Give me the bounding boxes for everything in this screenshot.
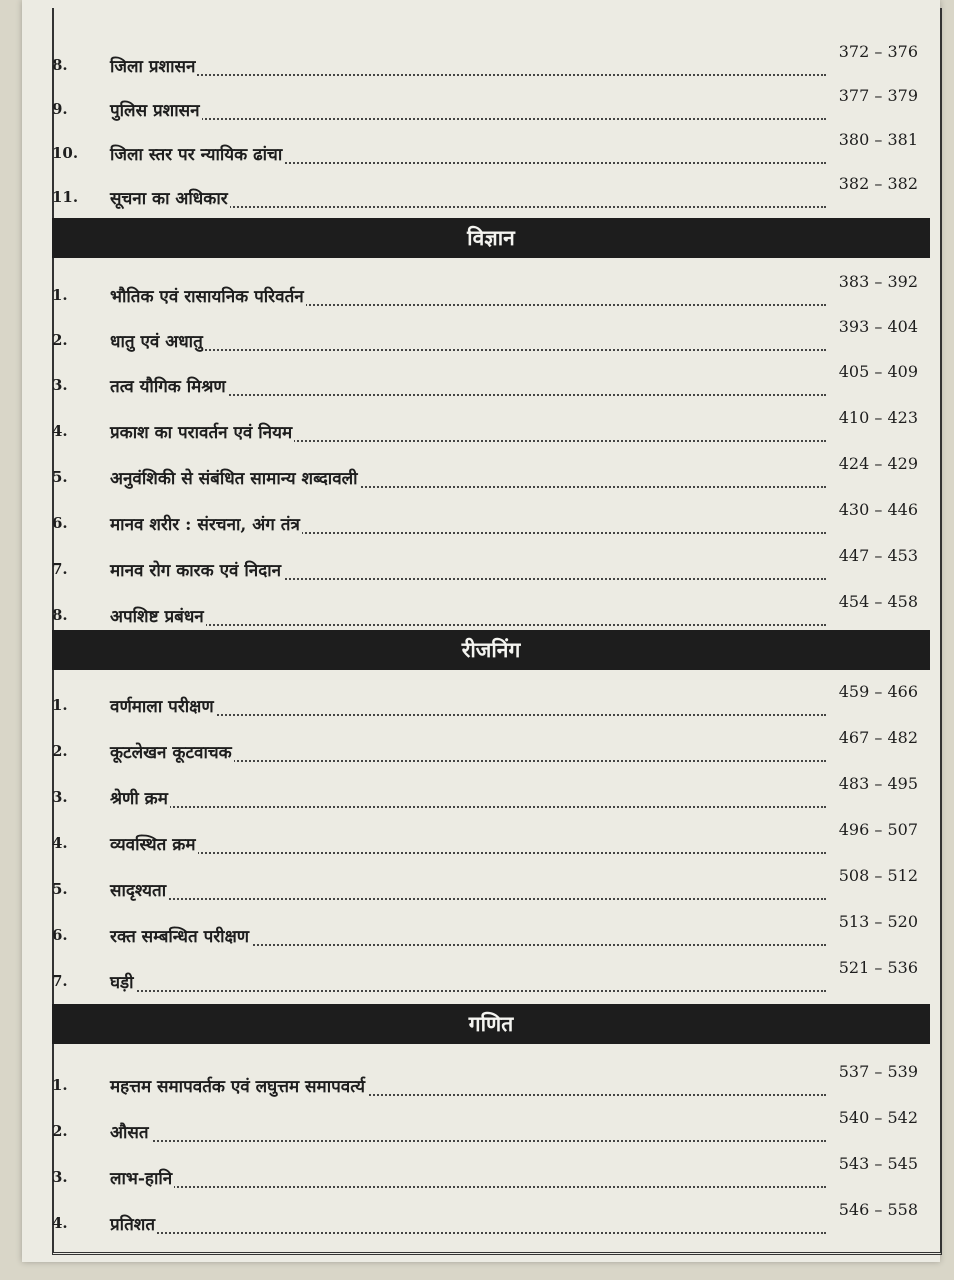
toc-row [52,912,918,952]
item-title: प्रकाश का परावर्तन एवं नियम [110,420,294,443]
item-title: महत्तम समापवर्तक एवं लघुत्तम समापवर्त्य [110,1074,367,1097]
item-number: 7. [52,972,68,990]
page-range: 543 – 545 [838,1154,918,1173]
item-title: जिला स्तर पर न्यायिक ढांचा [110,142,284,165]
page-range: 430 – 446 [838,500,918,519]
item-title: तत्व यौगिक मिश्रण [110,374,228,397]
item-number: 8. [52,606,68,624]
item-title: व्यवस्थित क्रम [110,832,198,855]
item-title: औसत [110,1120,151,1143]
toc-row [52,362,918,402]
item-number: 5. [52,880,68,898]
page-range: 383 – 392 [838,272,918,291]
dot-leader [110,1186,826,1188]
item-number: 3. [52,376,68,394]
toc-row [52,1108,918,1148]
dot-leader [110,74,826,76]
toc-row [52,728,918,768]
toc-row [52,86,918,126]
item-title: लाभ-हानि [110,1166,174,1189]
item-number: 11. [52,188,79,206]
item-title: धातु एवं अधातु [110,329,205,352]
toc-row [52,130,918,170]
item-number: 6. [52,514,68,532]
page-range: 508 – 512 [838,866,918,885]
dot-leader [110,852,826,854]
item-title: पुलिस प्रशासन [110,98,202,121]
toc-row [52,866,918,906]
item-number: 2. [52,742,68,760]
dot-leader [110,714,826,716]
page-range: 454 – 458 [838,592,918,611]
item-number: 1. [52,696,68,714]
page-range: 410 – 423 [838,408,918,427]
dot-leader [110,1232,826,1234]
item-title: सादृश्यता [110,878,168,901]
toc-row [52,1154,918,1194]
page-range: 393 – 404 [838,317,918,336]
toc-row [52,42,918,82]
toc-row [52,174,918,214]
item-title: रक्त सम्बन्धित परीक्षण [110,924,251,947]
item-number: 4. [52,834,68,852]
toc-row [52,592,918,632]
toc-row [52,958,918,998]
dot-leader [110,118,826,120]
item-number: 1. [52,1076,68,1094]
toc-row [52,408,918,448]
section-heading-maths: गणित [52,1004,930,1044]
page-range: 424 – 429 [838,454,918,473]
toc-row [52,1062,918,1102]
page-range: 546 – 558 [838,1200,918,1219]
item-number: 4. [52,1214,68,1232]
page-range: 380 – 381 [838,130,918,149]
dot-leader [110,1140,826,1142]
item-title: अनुवंशिकी से संबंधित सामान्य शब्दावली [110,466,360,489]
item-number: 5. [52,468,68,486]
item-title: घड़ी [110,970,136,993]
page-range: 447 – 453 [838,546,918,565]
item-title: वर्णमाला परीक्षण [110,694,216,717]
item-number: 4. [52,422,68,440]
page-range: 372 – 376 [838,42,918,61]
item-number: 1. [52,286,68,304]
item-number: 10. [52,144,79,162]
page-range: 496 – 507 [838,820,918,839]
page-range: 537 – 539 [838,1062,918,1081]
dot-leader [110,624,826,626]
toc-row [52,317,918,357]
toc-row [52,820,918,860]
page-range: 467 – 482 [838,728,918,747]
section-heading-science: विज्ञान [52,218,930,258]
item-title: अपशिष्ट प्रबंधन [110,604,206,627]
page-range: 459 – 466 [838,682,918,701]
dot-leader [110,898,826,900]
item-number: 8. [52,56,68,74]
book-page [22,0,940,1262]
item-number: 3. [52,1168,68,1186]
dot-leader [110,349,826,351]
toc-row [52,1200,918,1240]
item-number: 9. [52,100,68,118]
toc-row [52,500,918,540]
toc-row [52,774,918,814]
section-heading-reasoning: रीजनिंग [52,630,930,670]
toc-row [52,272,918,312]
toc-row [52,454,918,494]
page-range: 377 – 379 [838,86,918,105]
item-number: 6. [52,926,68,944]
item-number: 3. [52,788,68,806]
dot-leader [110,990,826,992]
item-number: 7. [52,560,68,578]
page-range: 513 – 520 [838,912,918,931]
item-number: 2. [52,331,68,349]
toc-row [52,546,918,586]
page-range: 521 – 536 [838,958,918,977]
item-title: श्रेणी क्रम [110,786,170,809]
item-title: मानव रोग कारक एवं निदान [110,558,283,581]
toc-row [52,682,918,722]
item-number: 2. [52,1122,68,1140]
page-range: 483 – 495 [838,774,918,793]
item-title: प्रतिशत [110,1212,157,1235]
dot-leader [110,806,826,808]
item-title: भौतिक एवं रासायनिक परिवर्तन [110,284,306,307]
item-title: मानव शरीर : संरचना, अंग तंत्र [110,512,302,535]
page-range: 405 – 409 [838,362,918,381]
item-title: जिला प्रशासन [110,54,197,77]
page-range: 382 – 382 [838,174,918,193]
page-range: 540 – 542 [838,1108,918,1127]
item-title: कूटलेखन कूटवाचक [110,740,234,763]
item-title: सूचना का अधिकार [110,186,230,209]
